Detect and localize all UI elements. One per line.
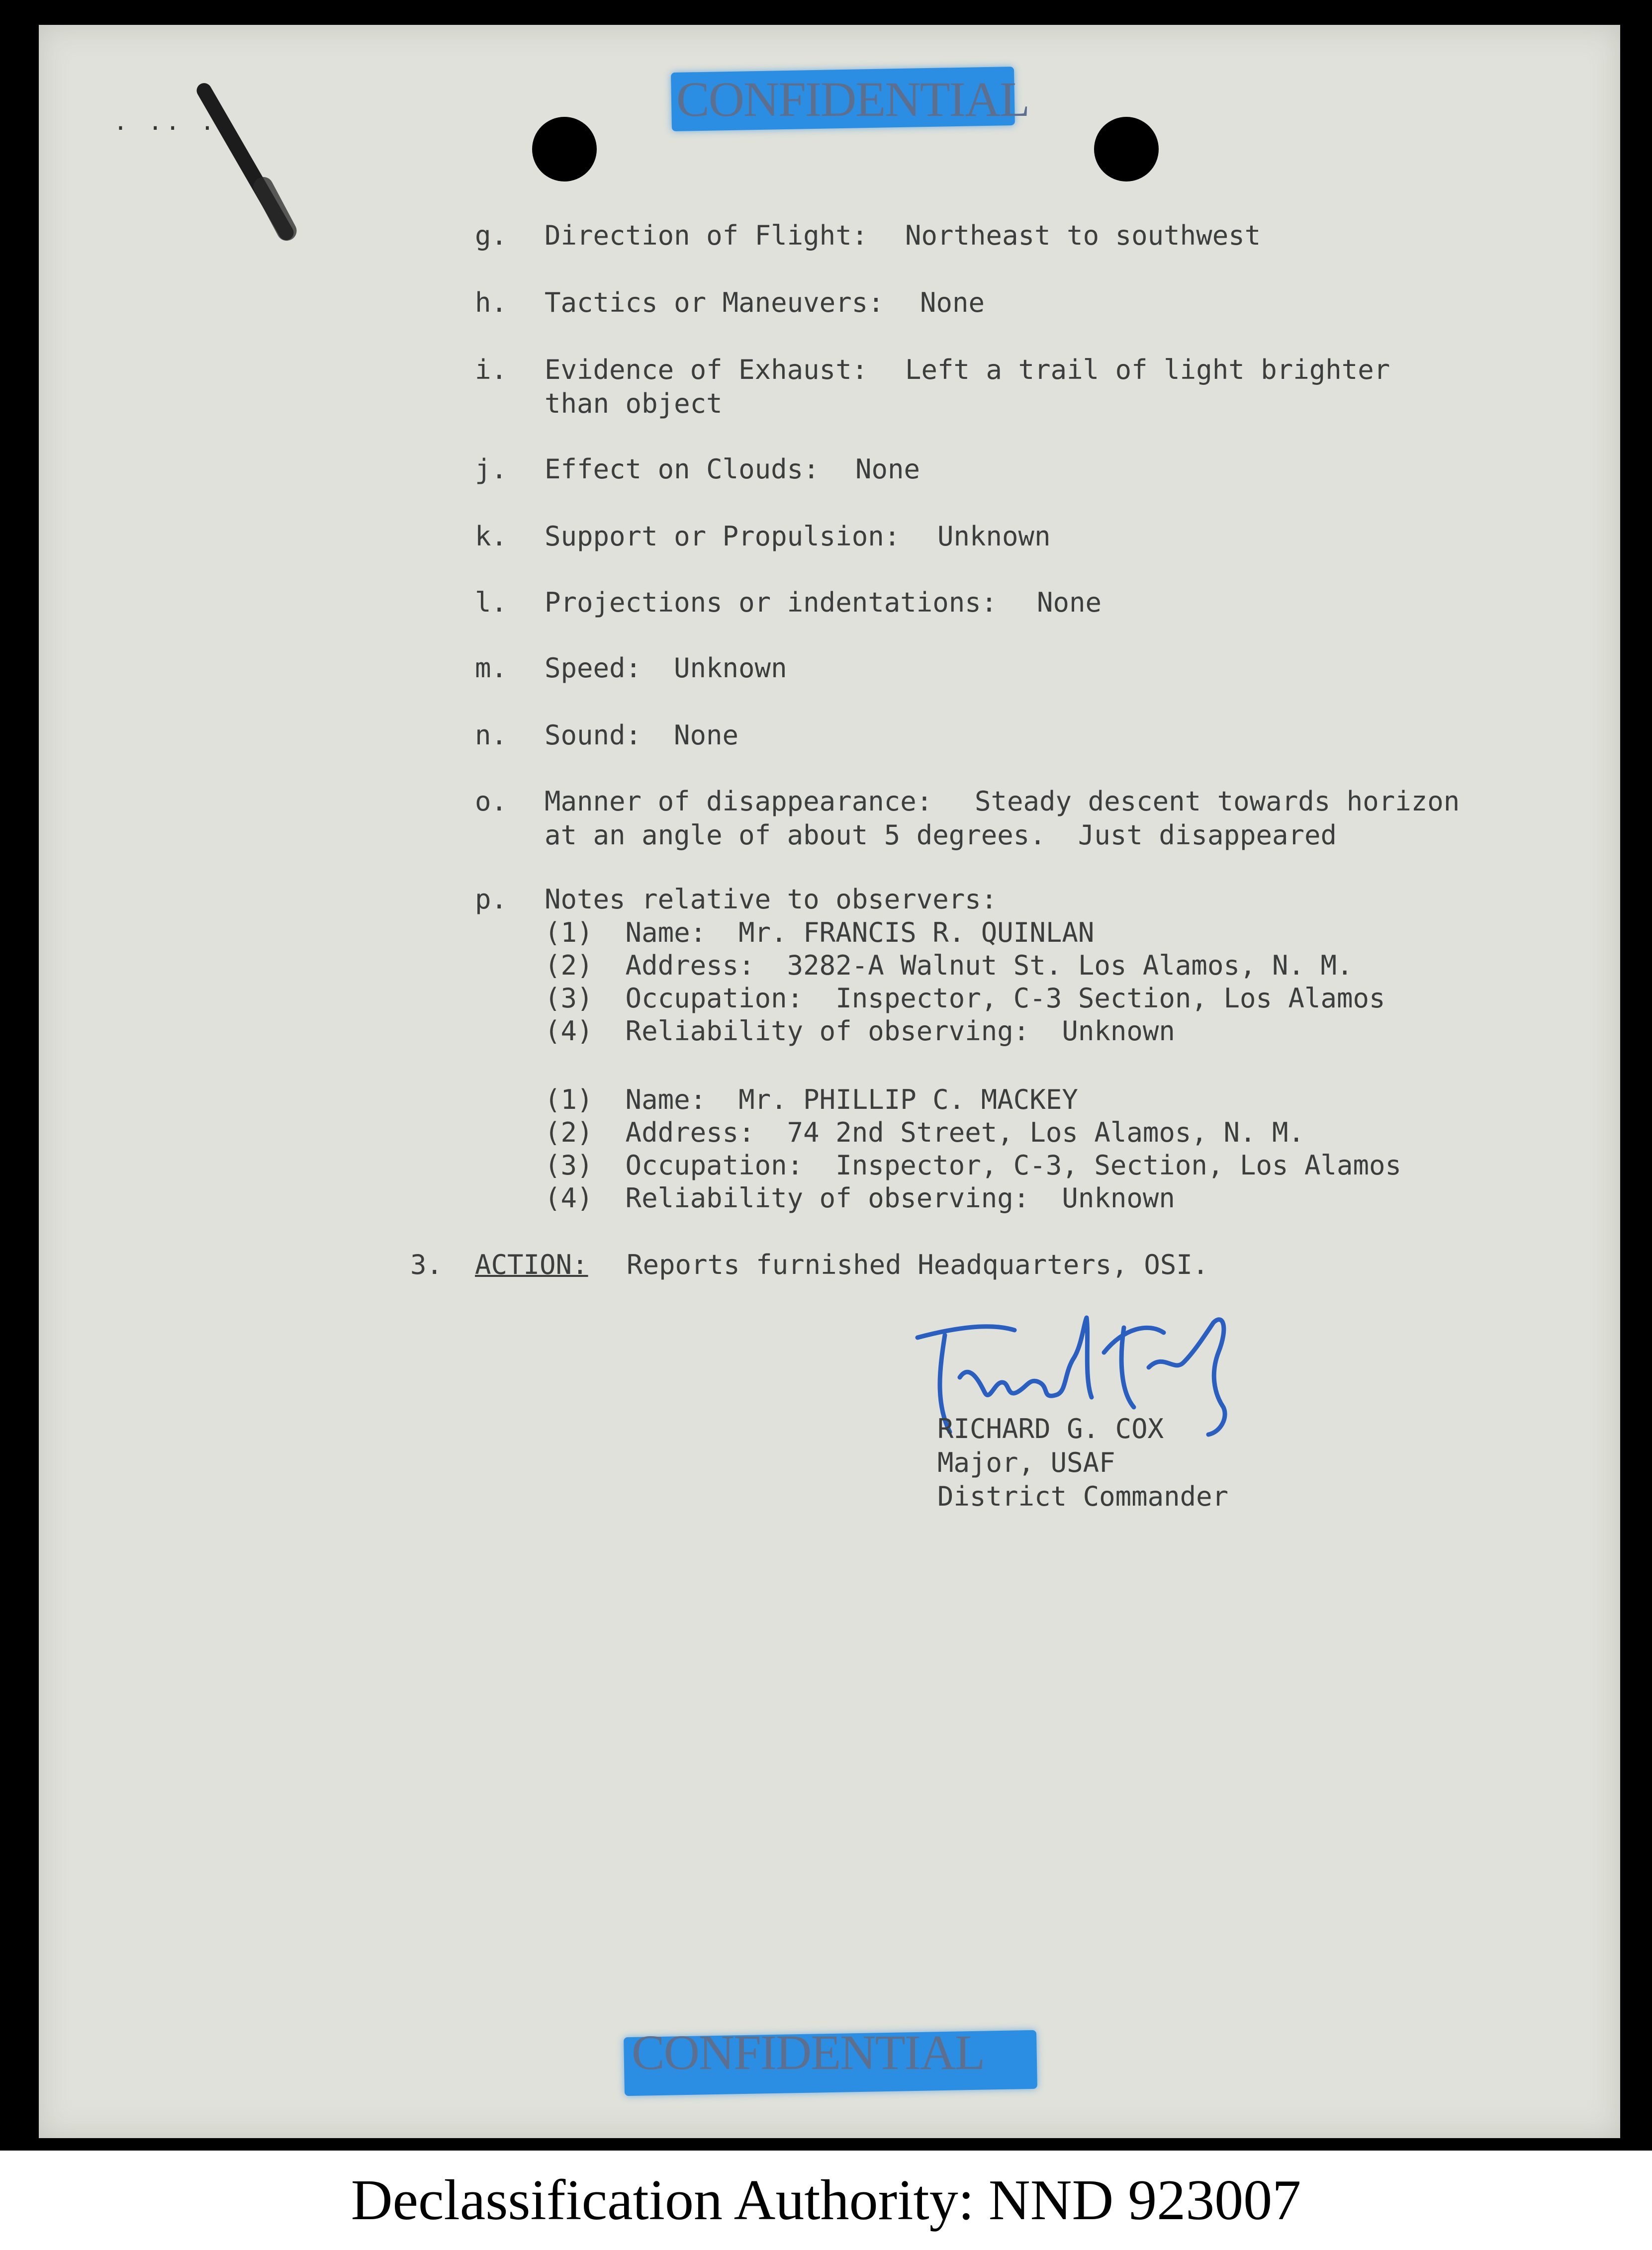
stamp-confidential-top: CONFIDENTIAL	[676, 72, 1029, 127]
speckle-marks: · ·· ·	[113, 114, 218, 142]
item-letter: h.	[475, 287, 508, 318]
item-letter: i.	[475, 354, 508, 385]
signatory-title: District Commander	[937, 1481, 1229, 1512]
observer-2-name: (1) Name: Mr. PHILLIP C. MACKEY	[545, 1084, 1078, 1115]
signature-block	[937, 1412, 1228, 1514]
action-text: Reports furnished Headquarters, OSI.	[627, 1249, 1209, 1280]
item-letter: m.	[475, 652, 508, 684]
item-label: Direction of Flight:	[545, 220, 868, 251]
item-label: Effect on Clouds:	[545, 453, 820, 485]
action-label: ACTION:	[475, 1249, 588, 1280]
item-value: None	[855, 453, 920, 485]
declassification-footer	[0, 2151, 1652, 2250]
item-letter: j.	[475, 453, 508, 485]
declassification-authority: Declassification Authority: NND 923007	[351, 2168, 1301, 2232]
item-label: Speed:	[545, 652, 642, 684]
item-value: Steady descent towards horizon	[975, 786, 1460, 817]
action-number: 3.	[410, 1249, 443, 1280]
item-letter: l.	[475, 587, 508, 618]
observer-2-occupation: (3) Occupation: Inspector, C-3, Section, Los Alamos	[545, 1150, 1402, 1181]
item-label: Evidence of Exhaust:	[545, 354, 868, 385]
item-letter: g.	[475, 220, 508, 251]
observer-1-reliability: (4) Reliability of observing: Unknown	[545, 1015, 1175, 1047]
item-letter: o.	[475, 786, 508, 817]
item-letter: k.	[475, 521, 508, 552]
item-value-continued: than object	[545, 388, 723, 419]
signatory-name: RICHARD G. COX	[937, 1413, 1164, 1444]
signatory-rank: Major, USAF	[937, 1447, 1115, 1478]
observer-1-address: (2) Address: 3282-A Walnut St. Los Alamos, N. M.	[545, 950, 1353, 981]
punch-hole-right	[1094, 117, 1159, 181]
document-page	[39, 25, 1620, 2138]
item-letter: p.	[475, 884, 508, 915]
item-letter: n.	[475, 720, 508, 751]
stamp-confidential-bottom: CONFIDENTIAL	[632, 2025, 985, 2080]
observer-2-reliability: (4) Reliability of observing: Unknown	[545, 1182, 1175, 1214]
item-value: None	[920, 287, 985, 318]
item-value: Unknown	[937, 521, 1051, 552]
item-label: Sound:	[545, 720, 642, 751]
item-value: Northeast to southwest	[905, 220, 1261, 251]
item-label: Notes relative to observers:	[545, 884, 998, 915]
item-label: Support or Propulsion:	[545, 521, 901, 552]
item-value: Unknown	[674, 652, 787, 684]
item-value: None	[1037, 587, 1102, 618]
observer-1-name: (1) Name: Mr. FRANCIS R. QUINLAN	[545, 917, 1095, 948]
item-value: None	[674, 720, 739, 751]
ink-smudge	[250, 174, 300, 244]
item-label: Manner of disappearance:	[545, 786, 933, 817]
item-value-continued: at an angle of about 5 degrees. Just disappeared	[545, 819, 1337, 851]
item-label: Tactics or Maneuvers:	[545, 287, 884, 318]
observer-2-address: (2) Address: 74 2nd Street, Los Alamos, N. M.	[545, 1117, 1305, 1148]
item-label: Projections or indentations:	[545, 587, 998, 618]
item-value: Left a trail of light brighter	[905, 354, 1390, 385]
punch-hole-left	[532, 117, 597, 181]
observer-1-occupation: (3) Occupation: Inspector, C-3 Section, Los Alamos	[545, 983, 1385, 1014]
